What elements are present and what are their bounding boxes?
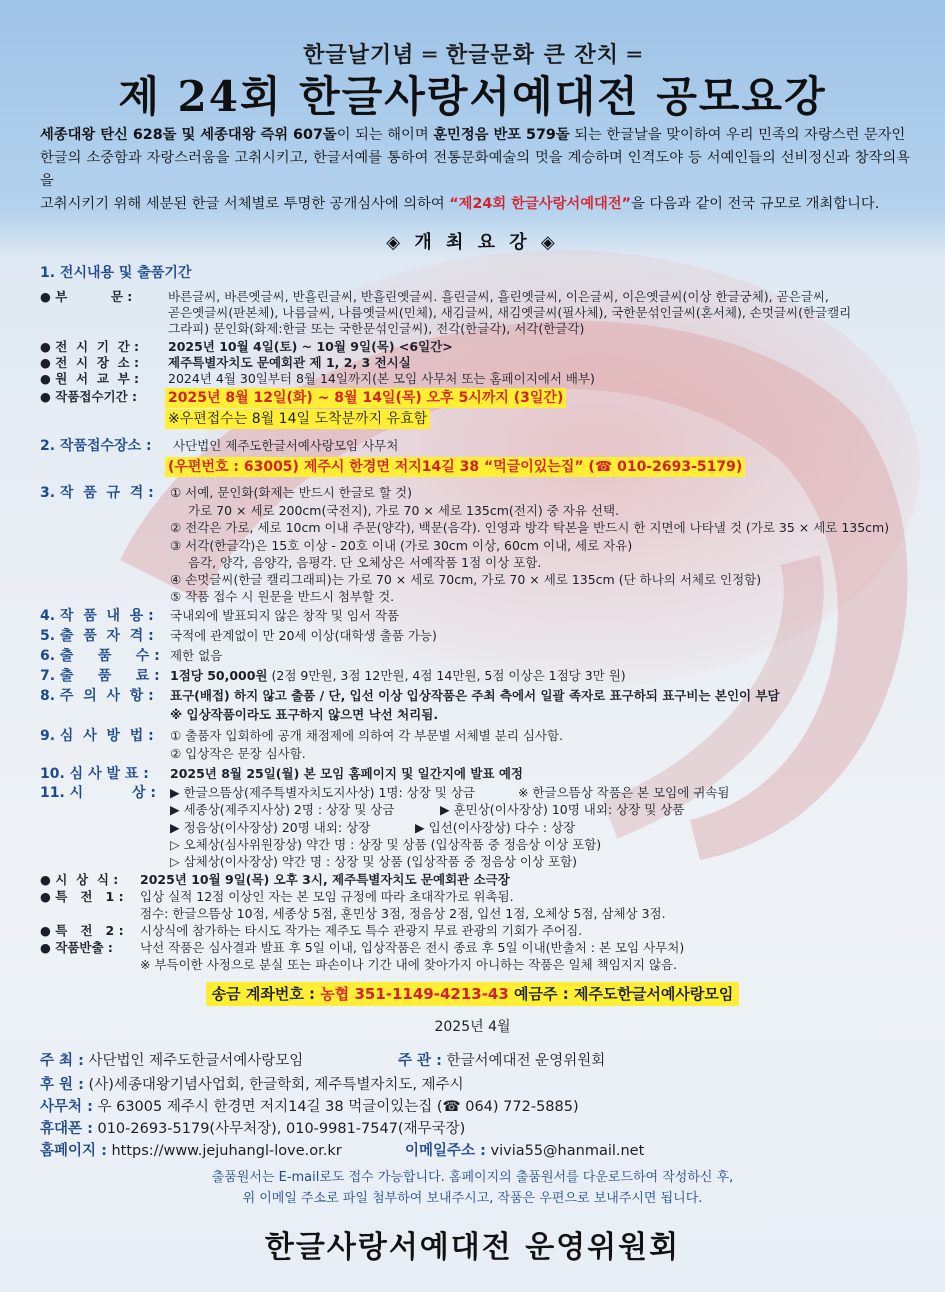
section-7-heading: 7. 출 품 료 :	[40, 668, 160, 684]
form-distribution: 2024년 4월 30일부터 8월 14일까지(본 모임 사무처 또는 홈페이지에서 배부)	[168, 371, 595, 386]
spec-line: 가로 70 × 세로 200cm(국전지), 가로 70 × 세로 135cm(전지) 중 자유 선택.	[188, 503, 620, 518]
judging-line: ① 출품자 입회하에 공개 채점제에 의하여 각 부문별 서체별 분리 심사함.	[170, 728, 564, 743]
work-content: 국내외에 발표되지 않은 창작 및 임서 작품	[170, 608, 400, 623]
benefit-line: 시상식에 참가하는 타시도 작가는 제주도 특수 관광지 무료 관광의 기회가 주어짐.	[140, 923, 583, 938]
submission-address: (우편번호 : 63005) 제주시 한경면 저지14길 38 “먹글이있는집” (☎ 010-2693-5179)	[165, 457, 745, 477]
section-6-heading: 6. 출 품 수 :	[40, 648, 160, 664]
intro-text: 한글의 소중함과 자랑스러움을 고취시키고, 한글서예를 통하여 전통문화예술의 멋을 계승하며 인격도야 등 서예인들의 선비정신과 창작의욕을	[40, 150, 910, 189]
field-label: ● 부 문 :	[40, 289, 133, 304]
section-11-heading: 11. 시 상 :	[40, 785, 156, 801]
footer-label: 휴대폰 :	[40, 1121, 93, 1137]
award-line: ▷ 오체상(심사위원장상) 약간 명 : 상장 및 상품 (입상작품 중 정음상 이상 포함)	[170, 837, 602, 852]
event-name-highlight: “제24회 한글사랑서예대전”	[449, 196, 632, 212]
entry-fee: 1점당 50,000원	[170, 668, 268, 683]
intro-paragraph	[40, 124, 910, 216]
section-title: ◈ 개 최 요 강 ◈	[386, 232, 559, 253]
account-holder: 예금주 : 제주도한글서예사랑모임	[508, 985, 734, 1003]
section-8-heading: 8. 주 의 사 항 :	[40, 688, 154, 704]
entry-count: 제한 없음	[170, 648, 223, 663]
footer-label: 주 최 :	[40, 1053, 84, 1069]
section-10-heading: 10. 심 사 발 표 :	[40, 766, 149, 782]
award-note: ※ 한글으뜸상 작품은 본 모임에 귀속됨	[518, 785, 730, 800]
section-5-heading: 5. 출 품 자 격 :	[40, 628, 154, 644]
caution-line: ※ 입상작품이라도 표구하지 않으면 낙선 처리됨.	[170, 707, 439, 722]
poster-title: 제 24회 한글사랑서예대전 공모요강	[118, 72, 827, 121]
section-4-heading: 4. 작 품 내 용 :	[40, 608, 154, 624]
footer-label: 이메일주소 :	[405, 1143, 486, 1159]
email-link[interactable]: vivia55@hanmail.net	[485, 1143, 645, 1159]
intro-emphasis: 세종대왕 탄신 628돌 및 세종대왕 즉위 607돌	[40, 127, 337, 143]
spec-line: ② 전각은 가로, 세로 10cm 이내 주문(양각), 백문(음각). 인영과 방각 탁본을 반드시 한 지면에 나타낼 것 (가로 35 × 세로 135cm)	[170, 520, 890, 535]
field-label: ● 원 서 교 부 :	[40, 371, 140, 386]
submission-period: 2025년 8월 12일(화) ~ 8월 14일(목) 오후 5시까지 (3일간)	[165, 388, 566, 408]
exhibition-period: 2025년 10월 4일(토) ~ 10월 9일(목) <6일간>	[168, 339, 453, 354]
intro-text: 을 다음과 같이 전국 규모로 개최합니다.	[631, 196, 880, 212]
event-subtitle: 한글날기념 ═ 한글문화 큰 잔치 ═	[303, 43, 642, 68]
field-label: ● 특 전 1 :	[40, 889, 124, 904]
phone-line	[40, 1117, 465, 1138]
host: 사단법인 제주도한글서예사랑모임	[83, 1053, 304, 1069]
host-line	[40, 1049, 303, 1070]
issue-date: 2025년 4월	[434, 1019, 511, 1035]
field-label: ● 특 전 2 :	[40, 923, 124, 938]
organizer: 한글서예대전 운영위원회	[441, 1053, 606, 1069]
website-line	[40, 1139, 342, 1160]
submission-note: 출품원서는 E-mail로도 접수 가능합니다. 홈페이지의 출품원서를 다운로드하여 작성하신 후,	[211, 1170, 734, 1185]
section-3-heading: 3. 작 품 규 격 :	[40, 485, 154, 501]
submission-place: 사단법인 제주도한글서예사랑모임 사무처	[173, 438, 399, 453]
spec-line: 음각, 양각, 음양각, 음평각. 단 오체상은 서예작품 1점 이상 포함.	[188, 555, 542, 570]
spec-line: ④ 손멋글씨(한글 캘리그래피)는 가로 70 × 세로 70cm, 가로 70 × 세로 135cm (단 하나의 서체로 인정함)	[170, 572, 762, 587]
section-9-heading: 9. 심 사 방 법 :	[40, 728, 154, 744]
return-line: ※ 부득이한 사정으로 분실 또는 파손이나 기간 내에 찾아가지 아니하는 작품은 일체 책임지지 않음.	[140, 957, 678, 972]
field-label: ● 시 상 식 :	[40, 872, 119, 887]
exhibition-place: 제주특별자치도 문예회관 제 1, 2, 3 전시실	[168, 355, 411, 370]
award-line: ▷ 삼체상(이사장상) 약간 명 : 상장 및 상품 (입상작품 중 정음상 이상 포함)	[170, 854, 578, 869]
entry-fee-detail: (2점 9만원, 3점 12만원, 4점 14만원, 5점 이상은 1점당 3만 원)	[267, 668, 626, 683]
sponsors: (사)세종대왕기념사업회, 한글학회, 제주특별자치도, 제주시	[83, 1077, 464, 1093]
footer-label: 주 관 :	[398, 1053, 442, 1069]
award-line: ▶ 세종상(제주지사상) 2명 : 상장 및 상금	[170, 802, 395, 817]
bank-account-number: 농협 351-1149-4213-43	[320, 985, 509, 1003]
benefit-line: 입상 실적 12점 이상인 자는 본 모임 규정에 따라 초대작가로 위촉됨.	[140, 889, 514, 904]
category-line: 곧은옛글씨(판본체), 나름글씨, 나름옛글씨(민체), 새김글씨, 새김옛글씨(필사체), 국한문섞인글씨(혼서체), 손멋글씨(한글캘리	[168, 305, 852, 320]
award-ceremony: 2025년 10월 9일(목) 오후 3시, 제주특별자치도 문예회관 소극장	[140, 872, 510, 887]
award-line: ▶ 훈민상(이사장상) 10명 내외: 상장 및 상품	[440, 802, 685, 817]
email-line	[405, 1139, 644, 1160]
field-label: ● 전 시 장 소 :	[40, 355, 140, 370]
section-2-heading: 2. 작품접수장소 :	[40, 438, 152, 454]
spec-line: ① 서예, 문인화(화제는 반드시 한글로 할 것)	[170, 485, 412, 500]
intro-text: 되는 한글날을 맞이하여 우리 민족의 자랑스런 문자인	[569, 127, 906, 143]
spec-line: ③ 서각(한글각)은 15호 이상 - 20호 이내 (가로 30cm 이상, 60cm 이내, 세로 자유)	[170, 538, 633, 553]
caution-line: 표구(배접) 하지 않고 출품 / 단, 입선 이상 입상작품은 주최 측에서 일괄 족자로 표구하되 표구비는 본인이 부담	[170, 688, 780, 703]
eligibility: 국적에 관계없이 만 20세 이상(대학생 출품 가능)	[170, 628, 437, 643]
judging-line: ② 입상작은 문장 심사함.	[170, 746, 306, 761]
submission-note: 위 이메일 주소로 파일 첨부하여 보내주시고, 작품은 우편으로 보내주시면 됩니다.	[242, 1191, 703, 1206]
organizer-line	[398, 1049, 605, 1070]
bank-label: 송금 계좌번호 :	[211, 985, 321, 1003]
phone-numbers: 010-2693-5179(사무처장), 010-9981-7547(재무국장)	[92, 1121, 466, 1137]
office-line	[40, 1095, 579, 1116]
committee-signature: 한글사랑서예대전 운영위원회	[264, 1230, 681, 1265]
website-link[interactable]: https://www.jejuhangl-love.or.kr	[106, 1143, 342, 1159]
category-line: 그라피) 문인화(화제:한글 또는 국한문섞인글씨), 전각(한글각), 서각(한글각)	[168, 321, 585, 336]
postal-note: ※우편접수는 8월 14일 도착분까지 유효함	[165, 409, 430, 429]
benefit-line: 점수: 한글으뜸상 10점, 세종상 5점, 훈민상 3점, 정음상 2점, 입선 1점, 오체상 5점, 삼체상 3점.	[140, 906, 666, 921]
spec-line: ⑤ 작품 접수 시 원문을 반드시 첨부할 것.	[170, 589, 395, 604]
field-label: ● 작품반출 :	[40, 940, 113, 955]
field-label: ● 전 시 기 간 :	[40, 339, 140, 354]
bank-account-banner	[0, 983, 945, 1004]
office-address: 우 63005 제주시 한경면 저지14길 38 먹글이있는집 (☎ 064) 772-5885)	[92, 1099, 579, 1115]
award-line: ▶ 한글으뜸상(제주특별자치도지사상) 1명: 상장 및 상금	[170, 785, 475, 800]
category-line: 바른글씨, 바른옛글씨, 반흘린글씨, 반흘린옛글씨. 흘린글씨, 흘린옛글씨, 이은글씨, 이은옛글씨(이상 한글궁체), 곧은글씨,	[168, 289, 829, 304]
footer-label: 후 원 :	[40, 1077, 84, 1093]
footer-label: 사무처 :	[40, 1099, 93, 1115]
award-line: ▶ 입선(이사장상) 다수 : 상장	[415, 820, 576, 835]
sponsor-line	[40, 1073, 464, 1094]
result-announcement: 2025년 8월 25일(월) 본 모임 홈페이지 및 일간지에 발표 예정	[170, 766, 523, 781]
intro-text: 고취시키기 위해 세분된 한글 서체별로 투명한 공개심사에 의하여	[40, 196, 450, 212]
award-line: ▶ 정음상(이사장상) 20명 내외: 상장	[170, 820, 371, 835]
intro-text: 이 되는 해이며	[336, 127, 434, 143]
intro-emphasis: 훈민정음 반포 579돌	[433, 127, 570, 143]
section-1-heading: 1. 전시내용 및 출품기간	[40, 265, 192, 281]
footer-label: 홈페이지 :	[40, 1143, 107, 1159]
field-label: ● 작품접수기간 :	[40, 389, 138, 404]
return-line: 낙선 작품은 심사결과 발표 후 5일 이내, 입상작품은 전시 종료 후 5일 이내(반출처 : 본 모임 사무처)	[140, 940, 685, 955]
